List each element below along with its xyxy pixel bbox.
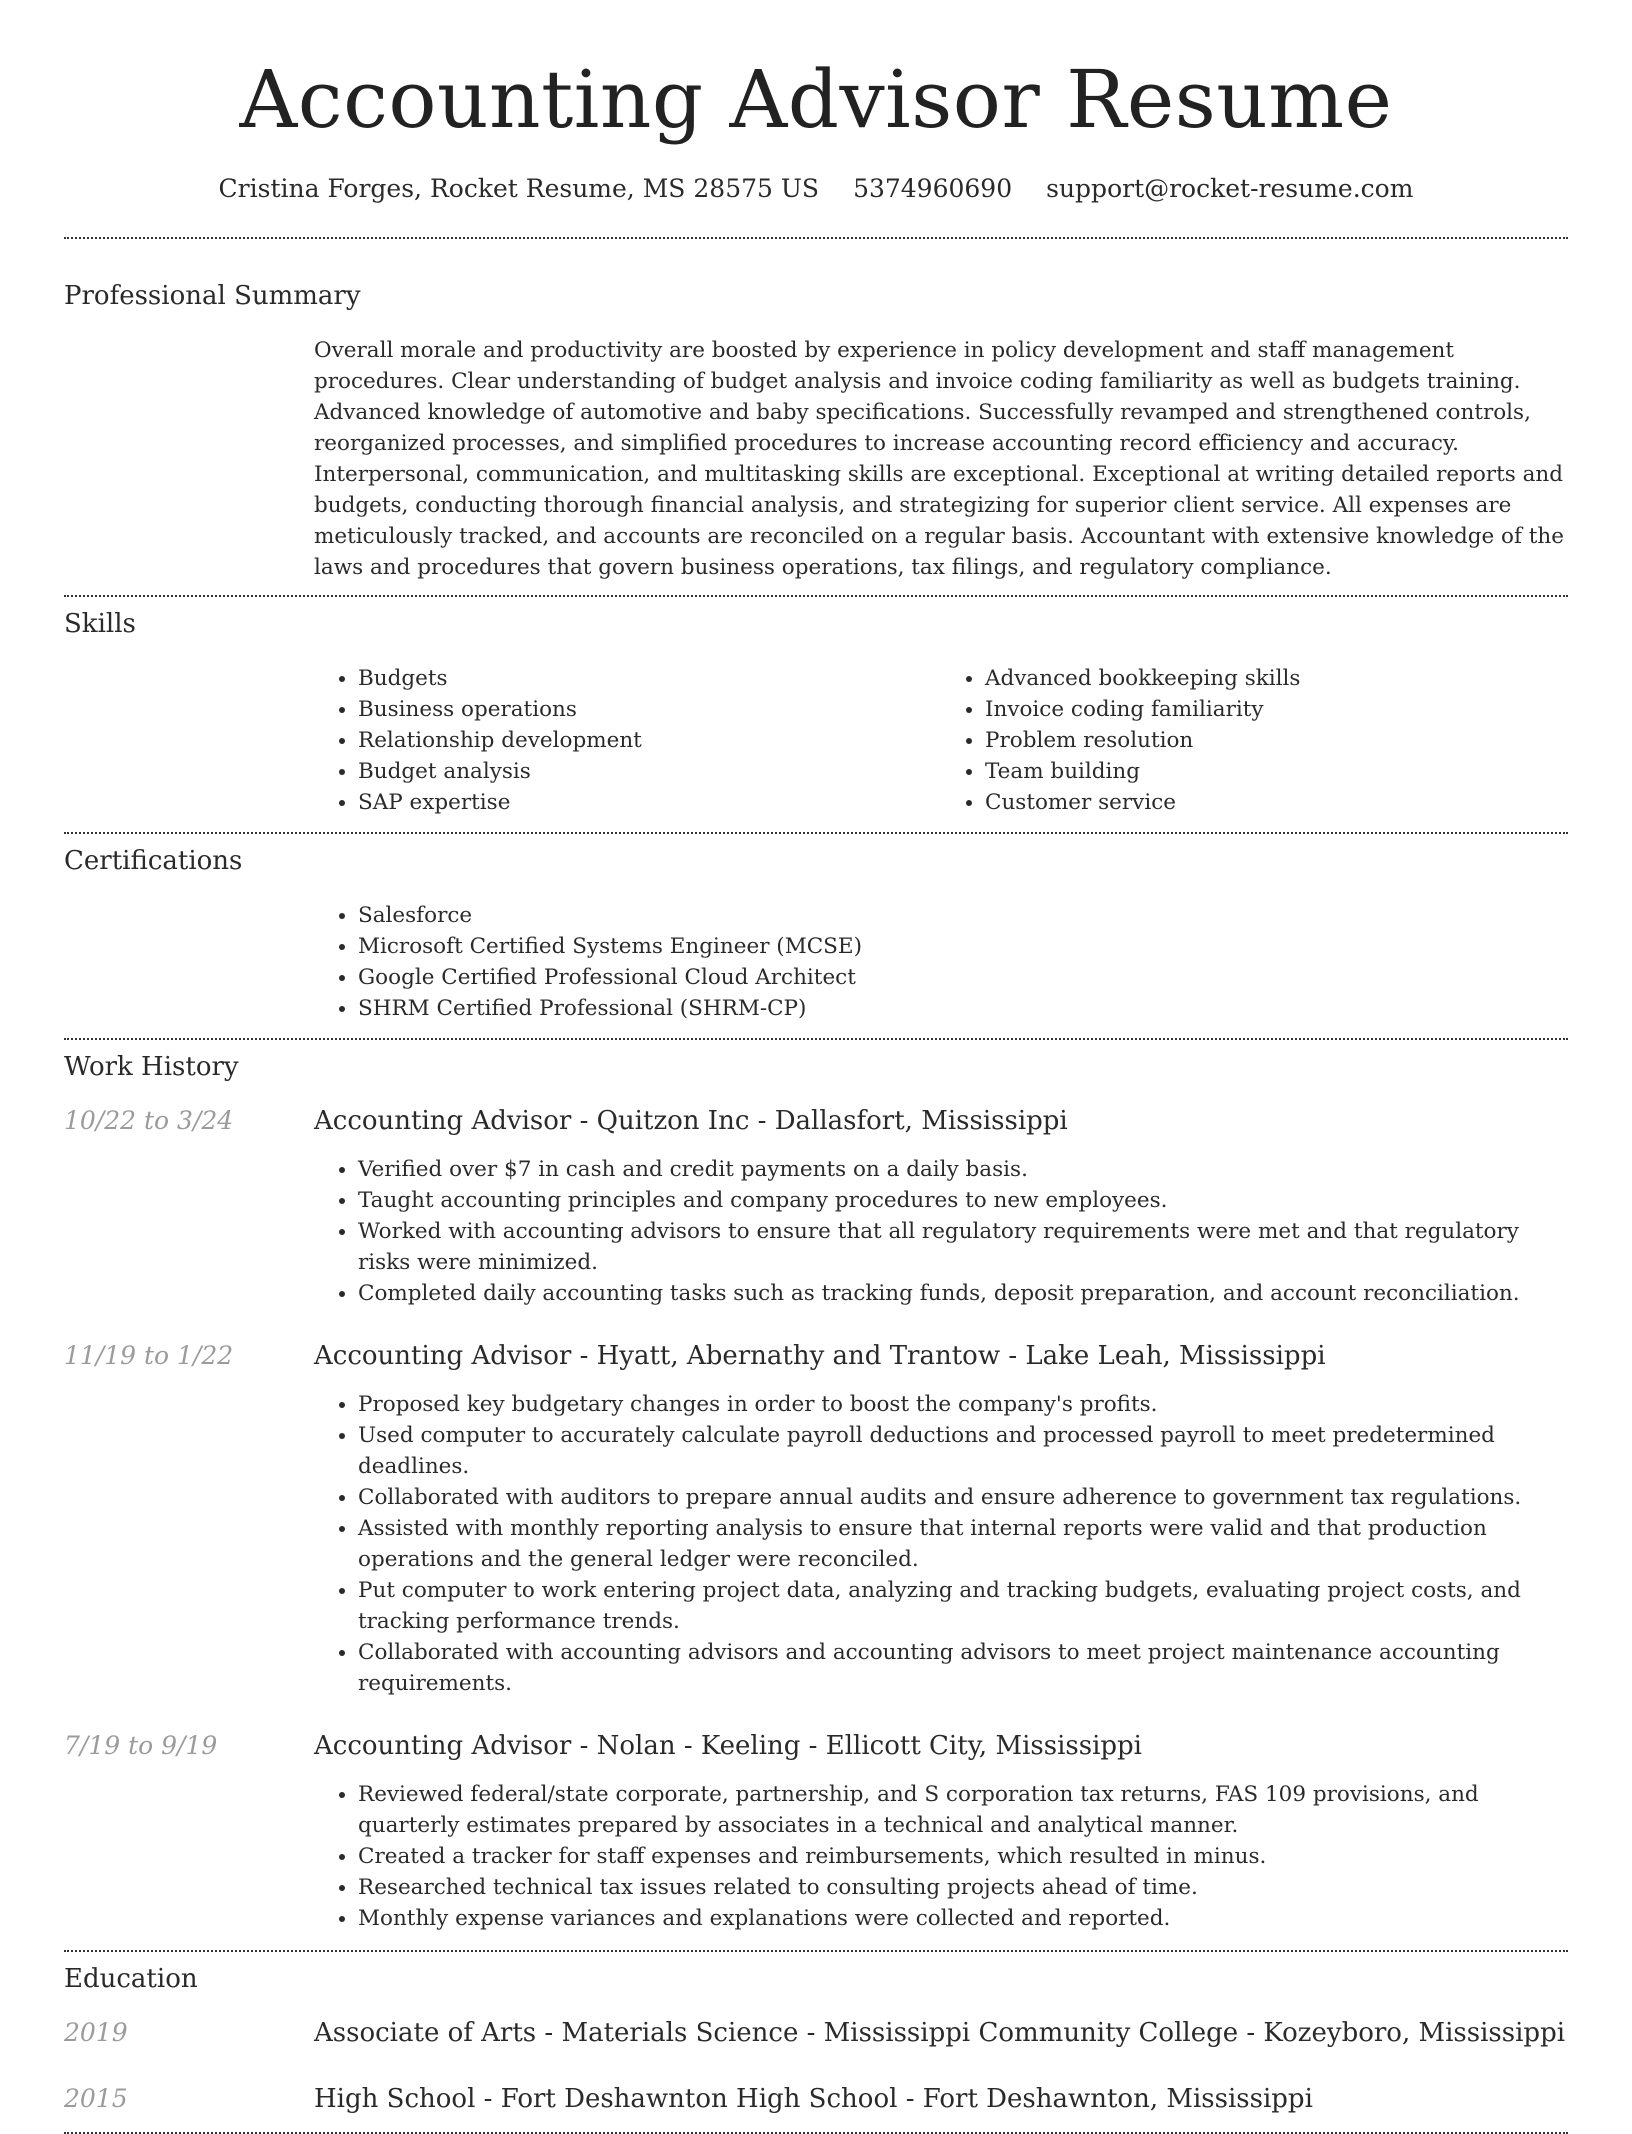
- job-bullet: • Created a tracker for staff expenses and reimbursements, which resulted in minus.: [358, 1841, 1568, 1872]
- skill-item: • Problem resolution: [985, 725, 1568, 756]
- section-title-summary: Professional Summary: [64, 281, 361, 311]
- job-bullet: • Reviewed federal/state corporate, partnership, and S corporation tax returns, FAS 109 provisions, and quarterly estimates prepared by associates in a technical and analytical manner.: [358, 1779, 1568, 1841]
- skill-item: • Relationship development: [358, 725, 941, 756]
- job-bullets: [314, 1154, 1568, 1309]
- divider: [64, 595, 1568, 597]
- divider: [64, 832, 1568, 834]
- skill-item: • Invoice coding familiarity: [985, 694, 1568, 725]
- certifications-list: [314, 900, 1568, 1024]
- job-bullet: • Proposed key budgetary changes in order to boost the company's profits.: [358, 1389, 1568, 1420]
- education-title: High School - Fort Deshawnton High School - Fort Deshawnton, Mississippi: [314, 2084, 1313, 2114]
- skill-item: • Team building: [985, 756, 1568, 787]
- job-bullets: [314, 1779, 1568, 1934]
- job-title: Accounting Advisor - Hyatt, Abernathy and Trantow - Lake Leah, Mississippi: [314, 1341, 1326, 1371]
- job-date: 7/19 to 9/19: [64, 1731, 218, 1760]
- skill-item: • Customer service: [985, 787, 1568, 818]
- divider: [64, 1950, 1568, 1952]
- education-entry: [0, 2016, 1632, 2050]
- section-title-skills: Skills: [64, 609, 136, 639]
- education-date: 2019: [64, 2018, 128, 2047]
- skills-list-right: [941, 663, 1568, 818]
- section-title-education: Education: [64, 1964, 198, 1994]
- job-entry: [0, 1729, 1632, 1763]
- job-title: Accounting Advisor - Quitzon Inc - Dallasfort, Mississippi: [314, 1106, 1068, 1136]
- job-bullet: • Used computer to accurately calculate payroll deductions and processed payroll to meet predetermined deadlines.: [358, 1420, 1568, 1482]
- certification-item: • Google Certified Professional Cloud Architect: [358, 962, 1568, 993]
- job-bullet: • Completed daily accounting tasks such as tracking funds, deposit preparation, and account reconciliation.: [358, 1278, 1568, 1309]
- job-bullet: • Collaborated with auditors to prepare annual audits and ensure adherence to government tax regulations.: [358, 1482, 1568, 1513]
- skill-item: • SAP expertise: [358, 787, 941, 818]
- job-bullet: • Worked with accounting advisors to ensure that all regulatory requirements were met and that regulatory risks were minimized.: [358, 1216, 1568, 1278]
- skills-columns: [314, 663, 1568, 818]
- contact-address: Cristina Forges, Rocket Resume, MS 28575 US: [218, 174, 820, 203]
- job-bullet: • Verified over $7 in cash and credit payments on a daily basis.: [358, 1154, 1568, 1185]
- education-date: 2015: [64, 2084, 128, 2113]
- skill-item: • Advanced bookkeeping skills: [985, 663, 1568, 694]
- job-title: Accounting Advisor - Nolan - Keeling - Ellicott City, Mississippi: [314, 1731, 1143, 1761]
- contact-phone: 5374960690: [853, 174, 1013, 203]
- divider: [64, 237, 1568, 239]
- section-title-work-history: Work History: [64, 1052, 239, 1082]
- job-bullet: • Taught accounting principles and company procedures to new employees.: [358, 1185, 1568, 1216]
- job-bullet: • Researched technical tax issues related to consulting projects ahead of time.: [358, 1872, 1568, 1903]
- skills-list-left: [314, 663, 941, 818]
- job-bullet: • Put computer to work entering project data, analyzing and tracking budgets, evaluating project costs, and tracking performance trends.: [358, 1575, 1568, 1637]
- skill-item: • Budgets: [358, 663, 941, 694]
- divider: [64, 1038, 1568, 1040]
- job-bullets: [314, 1389, 1568, 1699]
- job-date: 11/19 to 1/22: [64, 1341, 234, 1370]
- job-bullet: • Monthly expense variances and explanations were collected and reported.: [358, 1903, 1568, 1934]
- job-entry: [0, 1339, 1632, 1373]
- certification-item: • Microsoft Certified Systems Engineer (MCSE): [358, 931, 1568, 962]
- contact-email[interactable]: support@rocket-resume.com: [1046, 174, 1414, 203]
- certifications-block: [314, 900, 1568, 1024]
- page-title: Accounting Advisor Resume: [239, 53, 1393, 146]
- certification-item: • SHRM Certified Professional (SHRM-CP): [358, 993, 1568, 1024]
- job-entry: [0, 1104, 1632, 1138]
- contact-line: [0, 174, 1632, 203]
- certification-item: • Salesforce: [358, 900, 1568, 931]
- skill-item: • Budget analysis: [358, 756, 941, 787]
- summary-text: Overall morale and productivity are boosted by experience in policy development and staff management procedures. Clear understanding of budget analysis and invoice coding familiarity as well as budgets training. Advanced knowledge of automotive and baby specifications. Successfully revamped and strengthened controls, reorganized processes, and simplified procedures to increase accounting record efficiency and accuracy. Interpersonal, communication, and multitasking skills are exceptional. Exceptional at writing detailed reports and budgets, conducting thorough financial analysis, and strategizing for superior client service. All expenses are meticulously tracked, and accounts are reconciled on a regular basis. Accountant with extensive knowledge of the laws and procedures that govern business operations, tax filings, and regulatory compliance.: [314, 338, 1564, 580]
- section-title-certifications: Certifications: [64, 846, 243, 876]
- job-date: 10/22 to 3/24: [64, 1106, 234, 1135]
- skill-item: • Business operations: [358, 694, 941, 725]
- job-bullet: • Assisted with monthly reporting analysis to ensure that internal reports were valid and that production operations and the general ledger were reconciled.: [358, 1513, 1568, 1575]
- education-title: Associate of Arts - Materials Science - Mississippi Community College - Kozeyboro, Mississippi: [314, 2018, 1566, 2048]
- education-entry: [0, 2082, 1632, 2116]
- job-bullet: • Collaborated with accounting advisors and accounting advisors to meet project maintenance accounting requirements.: [358, 1637, 1568, 1699]
